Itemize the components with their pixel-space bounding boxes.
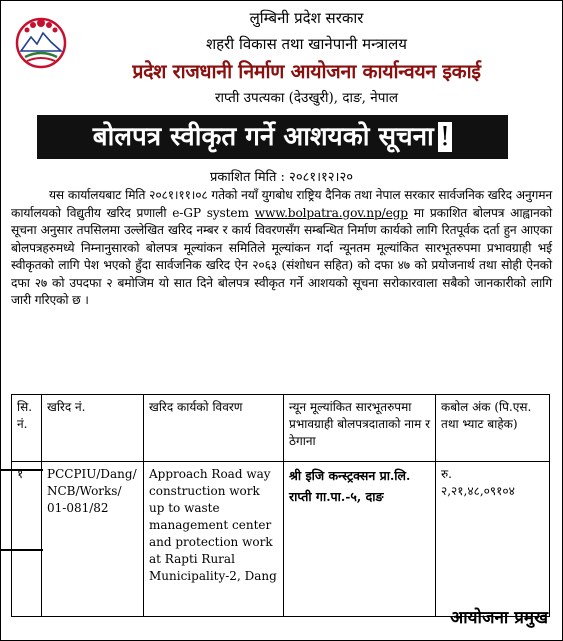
- amount-value: २,२१,४८,०९१०४: [441, 484, 515, 498]
- header-procurement-no: खरिद नं.: [42, 395, 144, 462]
- header-sn: सि. नं.: [12, 395, 42, 462]
- body-text-part1: यस कार्यालयबाट मिति २०८१।११।०८ गतेको नयाँ युगबोध राष्ट्रिय दैनिक तथा नेपाल सरकार सार्वजनिक खरिद अनुगमन कार्यालयको विद्युतीय खरिद प्रणाली e-GP system: [11, 188, 552, 220]
- government-name: लुम्बिनी प्रदेश सरकार: [249, 9, 364, 27]
- notice-title: बोलपत्र स्वीकृत गर्ने आशयको सूचना: [92, 122, 434, 152]
- cell-bidder: [284, 462, 436, 617]
- office-address: राप्ती उपत्यका (देउखुरी), दाङ, नेपाल: [214, 90, 399, 106]
- ministry-name: शहरी विकास तथा खानेपानी मन्त्रालय: [205, 35, 408, 53]
- bidder-name: श्री इजि कन्स्ट्रक्सन प्रा.लि.: [289, 468, 411, 483]
- office-name: प्रदेश राजधानी निर्माण आयोजना कार्यान्वयन इकाई: [132, 60, 481, 83]
- procurement-table: [11, 394, 550, 617]
- header-bidder: न्यून मूल्यांकित सारभूतरुपमा प्रभावग्राही बोलपत्रदाताको नाम र ठेगाना: [284, 395, 436, 462]
- exclamation-mark: !: [439, 122, 451, 152]
- header-description: खरिद कार्यको विवरण: [144, 395, 284, 462]
- cell-amount: [436, 462, 550, 617]
- cell-procurement-no: PCCPIU/Dang/ NCB/Works/ 01-081/82: [42, 462, 144, 617]
- cell-sn: १: [12, 462, 42, 617]
- bidder-address: राप्ती गा.पा.-५, दाङ: [289, 489, 384, 504]
- table-header-row: [12, 395, 550, 462]
- egp-link[interactable]: www.bolpatra.gov.np/egp: [254, 205, 408, 220]
- amount-label: रु.: [441, 467, 452, 481]
- table-row: [12, 462, 550, 617]
- body-text-part2: मा प्रकाशित बोलपत्र आह्वानको सूचना अनुसार तपसिलमा उल्लेखित खरिद नम्बर र कार्य विवरणसँग सम्बन्धित निर्माण कार्यको लागि रितपूर्वक दर्ता हुन आएका बोलपत्रहरुमध्ये निम्नानुसारको बोलपत्र मूल्यांकन समितिले मूल्यांकन गर्दा न्यूनतम मूल्यांकित सारभूतरुपमा प्रभावग्राही भई स्वीकृतको लागि पेश भएको हुँदा सार्वजनिक खरिद ऐन २०६३ (संशोधन सहित) को दफा ४७ को प्रयोजनार्थ तथा सोही ऐनको दफा २७ को उपदफा २ बमोजिम यो सात दिने बोलपत्र स्वीकृत गर्ने आशयको सूचना सरोकारवाला सबैको जानकारीको लागि जारी गरिएको छ ।: [11, 205, 552, 307]
- project-chief-signature: आयोजना प्रमुख: [450, 608, 548, 628]
- header-amount: कबोल अंक (पि.एस. तथा भ्याट बाहेक): [436, 395, 550, 462]
- notice-title-banner: [37, 115, 508, 159]
- cell-description: Approach Road way construction work up to waste management center and protection work at Rapti Rural Municipality-2, Dang: [144, 462, 284, 617]
- notice-body: [11, 187, 552, 310]
- published-date: प्रकाशित मिति : २०८१।१२।२०: [210, 170, 353, 185]
